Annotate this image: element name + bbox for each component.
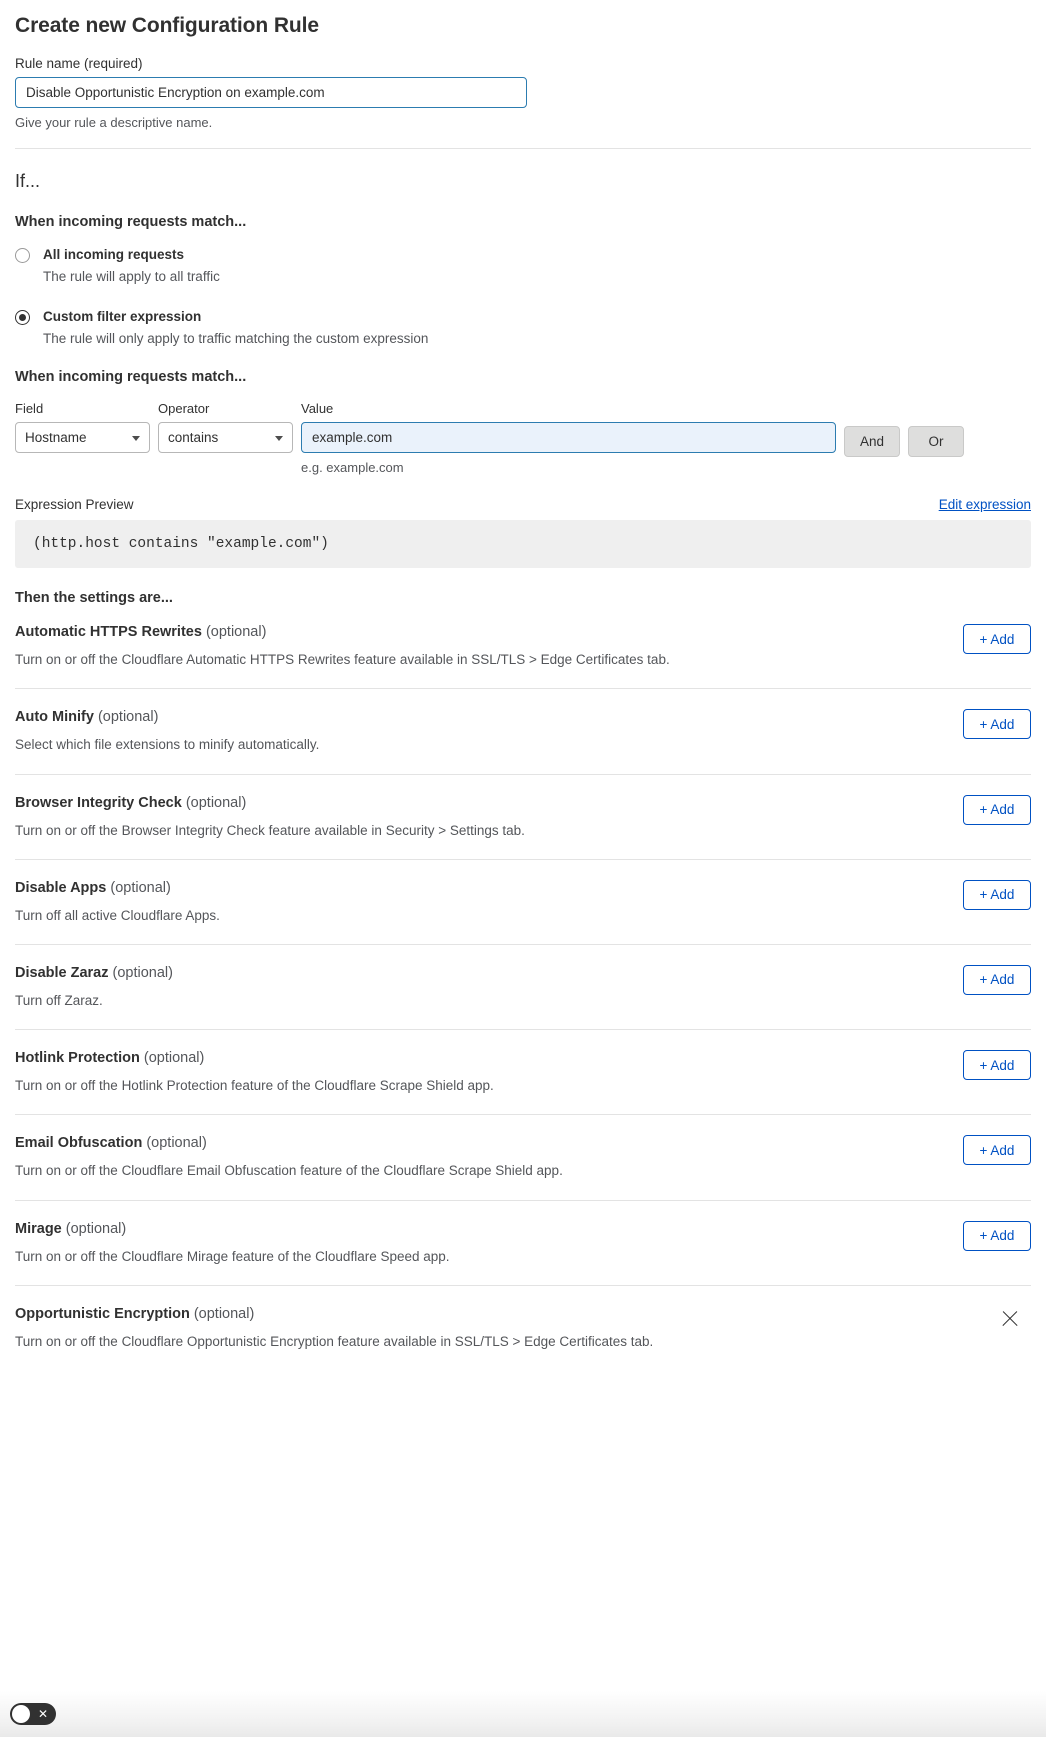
value-hint: e.g. example.com xyxy=(301,460,404,476)
expression-preview-header xyxy=(15,497,1031,512)
setting-optional-tag: (optional) xyxy=(193,1305,255,1322)
add-setting-button[interactable]: + Add xyxy=(963,709,1031,739)
setting-row xyxy=(15,860,1031,945)
add-setting-button[interactable]: + Add xyxy=(963,795,1031,825)
setting-description: Turn on or off the Cloudflare Mirage feature of the Cloudflare Speed app. xyxy=(15,1248,450,1264)
value-column xyxy=(301,401,836,475)
field-select-wrap xyxy=(15,422,150,453)
setting-title-text: Auto Minify xyxy=(15,709,94,726)
setting-optional-tag: (optional) xyxy=(143,1050,205,1067)
rule-name-input[interactable] xyxy=(15,77,527,108)
setting-description: Turn on or off the Cloudflare Opportunistic Encryption feature available in SSL/TLS > Edge Certificates tab. xyxy=(15,1333,654,1349)
setting-title-text: Disable Zaraz xyxy=(15,964,109,981)
setting-title-text: Hotlink Protection xyxy=(15,1050,140,1067)
radio-icon-selected[interactable] xyxy=(15,310,30,325)
expression-preview-label: Expression Preview xyxy=(15,497,134,513)
setting-optional-tag: (optional) xyxy=(110,879,171,896)
setting-row xyxy=(15,1115,1031,1200)
setting-description: Turn on or off the Cloudflare Email Obfuscation feature of the Cloudflare Scrape Shield app. xyxy=(15,1163,563,1179)
settings-list xyxy=(15,606,1031,1370)
setting-title-text: Automatic HTTPS Rewrites xyxy=(15,624,202,641)
setting-row xyxy=(15,775,1031,860)
setting-optional-tag: (optional) xyxy=(97,709,159,726)
or-button[interactable]: Or xyxy=(908,426,964,457)
operator-label: Operator xyxy=(158,401,210,417)
setting-toggle-bar xyxy=(0,1691,1046,1737)
radio-icon-unselected[interactable] xyxy=(15,248,30,263)
add-setting-button[interactable]: + Add xyxy=(963,624,1031,654)
radio-all-incoming-requests[interactable] xyxy=(15,246,1031,286)
setting-title xyxy=(15,709,319,725)
radio-label-all: All incoming requests xyxy=(43,247,185,262)
rule-name-label: Rule name (required) xyxy=(15,56,143,71)
setting-title xyxy=(15,795,525,811)
add-setting-button[interactable]: + Add xyxy=(963,1135,1031,1165)
operator-select[interactable] xyxy=(158,422,293,453)
field-select[interactable] xyxy=(15,422,150,453)
value-input[interactable] xyxy=(301,422,836,453)
add-setting-button[interactable]: + Add xyxy=(963,880,1031,910)
field-column xyxy=(15,401,150,453)
then-section-heading: Then the settings are... xyxy=(15,590,173,607)
close-icon[interactable] xyxy=(999,1308,1021,1330)
setting-row xyxy=(15,945,1031,1030)
radio-desc-custom: The rule will only apply to traffic matching the custom expression xyxy=(43,330,429,346)
operator-column xyxy=(158,401,293,453)
field-label: Field xyxy=(15,401,44,417)
setting-description: Turn off all active Cloudflare Apps. xyxy=(15,907,220,923)
page-title: Create new Configuration Rule xyxy=(15,14,319,37)
operator-select-wrap xyxy=(158,422,293,453)
setting-title xyxy=(15,624,670,640)
and-button[interactable]: And xyxy=(844,426,900,457)
radio-custom-filter-expression[interactable] xyxy=(15,308,1031,348)
opportunistic-encryption-toggle[interactable] xyxy=(10,1703,56,1725)
radio-label-custom: Custom filter expression xyxy=(43,308,202,324)
setting-description: Select which file extensions to minify automatically. xyxy=(15,737,320,753)
setting-optional-tag: (optional) xyxy=(112,964,173,981)
expression-builder xyxy=(15,401,1031,475)
setting-title-text: Disable Apps xyxy=(15,879,107,896)
setting-optional-tag: (optional) xyxy=(146,1135,207,1152)
radio-desc-all: The rule will apply to all traffic xyxy=(43,269,220,284)
setting-title xyxy=(15,1050,494,1066)
match-mode-radio-group xyxy=(15,246,1031,347)
setting-optional-tag: (optional) xyxy=(65,1220,127,1237)
setting-title-text: Mirage xyxy=(15,1220,62,1237)
value-label: Value xyxy=(301,401,334,417)
toggle-knob xyxy=(12,1705,30,1723)
section-divider xyxy=(15,148,1031,149)
edit-expression-link[interactable]: Edit expression xyxy=(938,497,1031,513)
match-heading: When incoming requests match... xyxy=(15,214,247,230)
setting-title xyxy=(15,1221,450,1237)
setting-description: Turn on or off the Cloudflare Automatic HTTPS Rewrites feature available in SSL/TLS > Edge Certificates tab. xyxy=(15,652,670,668)
setting-description: Turn on or off the Hotlink Protection feature of the Cloudflare Scrape Shield app. xyxy=(15,1078,494,1094)
expression-builder-heading: When incoming requests match... xyxy=(15,369,247,386)
setting-title xyxy=(15,1306,653,1322)
setting-row xyxy=(15,689,1031,774)
setting-row xyxy=(15,1201,1031,1286)
add-setting-button[interactable]: + Add xyxy=(963,1050,1031,1080)
setting-row xyxy=(15,606,1031,689)
setting-title-text: Browser Integrity Check xyxy=(15,794,182,811)
setting-title-text: Opportunistic Encryption xyxy=(15,1305,190,1322)
if-section-heading: If... xyxy=(15,171,41,191)
setting-title xyxy=(15,1135,563,1151)
setting-optional-tag: (optional) xyxy=(185,794,247,811)
setting-description: Turn off Zaraz. xyxy=(15,992,103,1008)
expression-preview-box: (http.host contains "example.com") xyxy=(15,520,1031,568)
setting-row xyxy=(15,1030,1031,1115)
rule-name-group xyxy=(15,56,1031,130)
setting-row-active xyxy=(15,1286,1031,1370)
setting-optional-tag: (optional) xyxy=(205,624,267,641)
toggle-off-icon: ✕ xyxy=(37,1707,48,1721)
rule-name-helper: Give your rule a descriptive name. xyxy=(15,115,213,130)
add-setting-button[interactable]: + Add xyxy=(963,965,1031,995)
setting-title-text: Email Obfuscation xyxy=(15,1135,143,1152)
setting-description: Turn on or off the Browser Integrity Check feature available in Security > Settings tab. xyxy=(15,822,525,838)
setting-title xyxy=(15,965,173,981)
add-setting-button[interactable]: + Add xyxy=(963,1221,1031,1251)
setting-title xyxy=(15,880,220,896)
